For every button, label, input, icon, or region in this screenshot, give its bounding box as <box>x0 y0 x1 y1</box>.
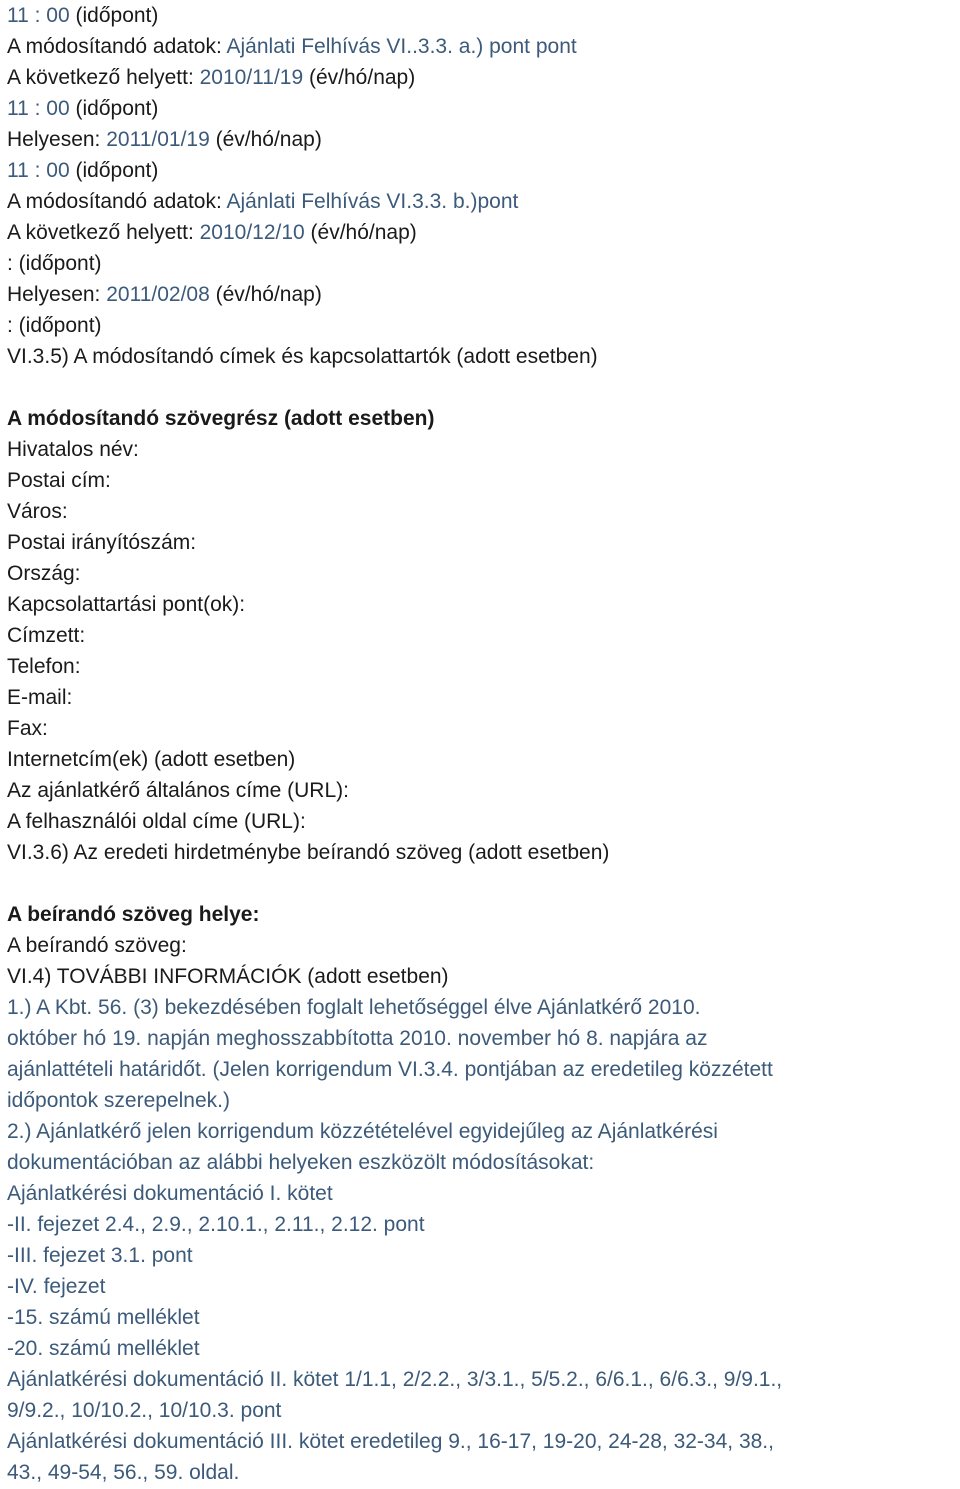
text-line <box>7 713 960 744</box>
label-text: Ország: <box>7 562 81 585</box>
value-text: Ajánlatkérési dokumentáció II. kötet 1/1.1, 2/2.2., 3/3.1., 5/5.2., 6/6.1., 6/6.3., 9/9.1., <box>7 1368 783 1391</box>
value-text: 2011/01/19 <box>106 128 210 151</box>
text-line <box>7 279 960 310</box>
label-text: (év/hó/nap) <box>304 221 417 244</box>
value-text: -III. fejezet 3.1. pont <box>7 1244 193 1267</box>
text-line <box>7 465 960 496</box>
value-text: Ajánlati Felhívás VI..3.3. a.) pont pont <box>226 35 577 58</box>
text-line <box>7 589 960 620</box>
label-text: (év/hó/nap) <box>209 128 322 151</box>
text-line <box>7 1395 960 1426</box>
text-line <box>7 930 960 961</box>
label-text: A beírandó szöveg: <box>7 934 187 957</box>
text-line <box>7 1178 960 1209</box>
text-line <box>7 651 960 682</box>
label-text: A módosítandó adatok: <box>7 190 227 213</box>
value-text: Ajánlati Felhívás VI.3.3. b.)pont <box>226 190 519 213</box>
label-text: Postai cím: <box>7 469 111 492</box>
value-text: időpontok szerepelnek.) <box>7 1089 230 1112</box>
label-text: VI.4) TOVÁBBI INFORMÁCIÓK (adott esetben) <box>7 965 449 988</box>
value-text: 11 : 00 <box>7 159 70 182</box>
label-text: VI.3.5) A módosítandó címek és kapcsolattartók (adott esetben) <box>7 345 598 368</box>
value-text: Ajánlatkérési dokumentáció III. kötet eredetileg 9., 16-17, 19-20, 24-28, 32-34, 38., <box>7 1430 774 1453</box>
text-line <box>7 1116 960 1147</box>
text-line <box>7 899 960 930</box>
value-text: 1.) A Kbt. 56. (3) bekezdésében foglalt lehetőséggel élve Ajánlatkérő 2010. <box>7 996 701 1019</box>
value-text: 9/9.2., 10/10.2., 10/10.3. pont <box>7 1399 282 1422</box>
label-text: Postai irányítószám: <box>7 531 197 554</box>
text-line <box>7 527 960 558</box>
label-text: Címzett: <box>7 624 86 647</box>
value-text: -20. számú melléklet <box>7 1337 200 1360</box>
value-text: 2.) Ajánlatkérő jelen korrigendum közzétételével egyidejűleg az Ajánlatkérési <box>7 1120 718 1143</box>
label-text: Internetcím(ek) (adott esetben) <box>7 748 296 771</box>
text-line <box>7 1240 960 1271</box>
text-line <box>7 1364 960 1395</box>
text-line <box>7 1302 960 1333</box>
value-text: 2010/11/19 <box>199 66 304 89</box>
label-text: Helyesen: <box>7 283 107 306</box>
text-line <box>7 434 960 465</box>
text-line <box>7 93 960 124</box>
value-text: ajánlattételi határidőt. (Jelen korrigendum VI.3.4. pontjában az eredetileg közzétett <box>7 1058 773 1081</box>
value-text: 2011/02/08 <box>106 283 210 306</box>
label-text: (időpont) <box>69 159 159 182</box>
label-text: A következő helyett: <box>7 66 200 89</box>
text-line <box>7 31 960 62</box>
value-text: -II. fejezet 2.4., 2.9., 2.10.1., 2.11., 2.12. pont <box>7 1213 425 1236</box>
value-text: 2010/12/10 <box>199 221 305 244</box>
label-text: Fax: <box>7 717 48 740</box>
text-line <box>7 744 960 775</box>
value-text: 11 : 00 <box>7 97 70 120</box>
label-text: : (időpont) <box>7 314 102 337</box>
text-line <box>7 62 960 93</box>
text-line <box>7 1209 960 1240</box>
text-line <box>7 837 960 868</box>
text-line <box>7 1054 960 1085</box>
text-line <box>7 496 960 527</box>
label-text: (időpont) <box>69 97 159 120</box>
label-text: A felhasználói oldal címe (URL): <box>7 810 306 833</box>
text-line <box>7 1426 960 1457</box>
text-line <box>7 961 960 992</box>
text-line <box>7 341 960 372</box>
value-text: Ajánlatkérési dokumentáció I. kötet <box>7 1182 333 1205</box>
label-text: Helyesen: <box>7 128 107 151</box>
label-text: : (időpont) <box>7 252 102 275</box>
label-text: Kapcsolattartási pont(ok): <box>7 593 246 616</box>
text-line <box>7 620 960 651</box>
text-line <box>7 310 960 341</box>
label-text: (év/hó/nap) <box>303 66 416 89</box>
text-line <box>7 155 960 186</box>
text-line <box>7 1333 960 1364</box>
blank-line <box>7 868 960 899</box>
text-line <box>7 186 960 217</box>
label-text: A következő helyett: <box>7 221 200 244</box>
label-text: A módosítandó adatok: <box>7 35 227 58</box>
text-line <box>7 1271 960 1302</box>
text-line <box>7 682 960 713</box>
label-text: (év/hó/nap) <box>209 283 322 306</box>
text-line <box>7 992 960 1023</box>
text-line <box>7 806 960 837</box>
text-line <box>7 1085 960 1116</box>
value-text: 43., 49-54, 56., 59. oldal. <box>7 1461 240 1484</box>
label-text: VI.3.6) Az eredeti hirdetménybe beírandó szöveg (adott esetben) <box>7 841 610 864</box>
text-line <box>7 1023 960 1054</box>
text-line <box>7 217 960 248</box>
text-line <box>7 248 960 279</box>
text-line <box>7 1457 960 1488</box>
label-text: E-mail: <box>7 686 73 709</box>
label-text: Város: <box>7 500 68 523</box>
text-line <box>7 775 960 806</box>
label-text: Telefon: <box>7 655 81 678</box>
text-line <box>7 1147 960 1178</box>
heading-text: A beírandó szöveg helye: <box>7 903 260 926</box>
heading-text: A módosítandó szövegrész (adott esetben) <box>7 407 435 430</box>
text-line <box>7 124 960 155</box>
blank-line <box>7 372 960 403</box>
value-text: -15. számú melléklet <box>7 1306 200 1329</box>
value-text: 11 : 00 <box>7 4 70 27</box>
value-text: -IV. fejezet <box>7 1275 106 1298</box>
label-text: Hivatalos név: <box>7 438 139 461</box>
text-line <box>7 403 960 434</box>
label-text: Az ajánlatkérő általános címe (URL): <box>7 779 349 802</box>
value-text: október hó 19. napján meghosszabbította 2010. november hó 8. napjára az <box>7 1027 708 1050</box>
text-line <box>7 558 960 589</box>
value-text: dokumentációban az alábbi helyeken eszközölt módosításokat: <box>7 1151 595 1174</box>
text-line <box>7 0 960 31</box>
label-text: (időpont) <box>69 4 159 27</box>
